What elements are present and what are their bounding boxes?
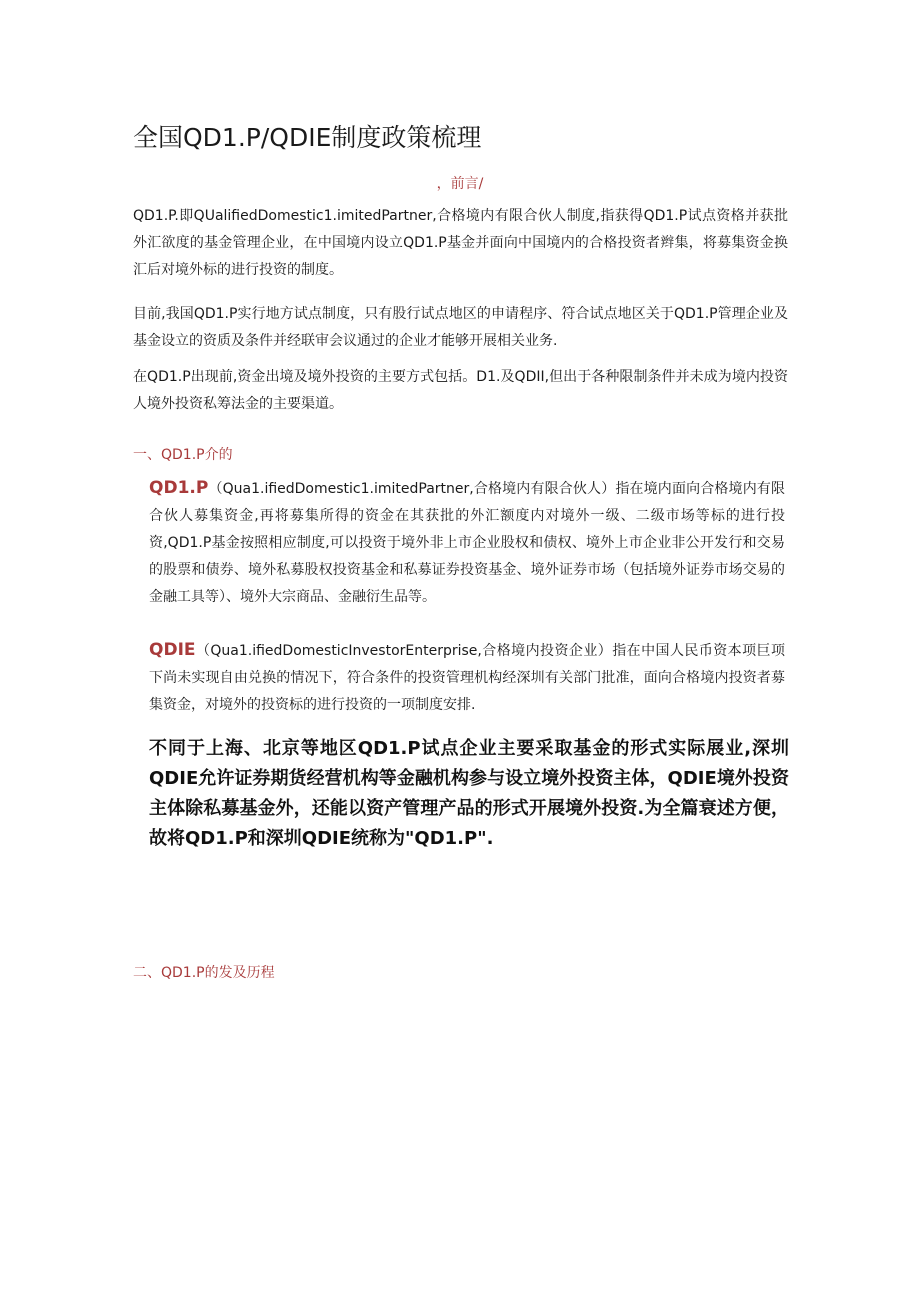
definition-qdlp bbox=[149, 475, 785, 611]
page-title: 全国QD1.P/QDIE制度政策梳理 bbox=[133, 123, 482, 152]
definition-text: （Qua1.ifiedDomestic1.imitedPartner,合格境内有限合伙人）指在境内面向合格境内有限合伙人募集资金,再将募集所得的资金在其获批的外汇额度内对境外一级、二级市场等标的进行投资,QD1.P基金按照相应制度,可以投资于境外非上市企业股权和债权、境外上市企业非公开发行和交易的股票和债券、境外私募股权投资基金和私募证券投资基金、境外证券市场（包括境外证券市场交易的金融工具等）、境外大宗商品、金融衍生品等。 bbox=[149, 481, 785, 605]
definition-text: （Qua1.ifiedDomesticInvestorEnterprise,合格境内投资企业）指在中国人民币资本项巨项下尚未实现自由兑换的情况下，符合条件的投资管理机构经深圳有关部门批准，面向合格境内投资者募集资金，对境外的投资标的进行投资的一项制度安排. bbox=[149, 643, 785, 713]
intro-paragraph-text: QD1.P.即QUalifiedDomestic1.imitedPartner,合格境内有限合伙人制度,指获得QD1.P试点资格并获批外汇欲度的基金管理企业，在中国境内设立QD1.P基金并面向中国境内的合格投资者辫集，将募集资金换汇后对境外标的进行投资的制度。 bbox=[133, 208, 788, 278]
intro-paragraph bbox=[133, 203, 788, 284]
section-heading-qdlp-history: 二、QD1.P的发及历程 bbox=[133, 965, 275, 981]
definition-term: QD1.P bbox=[149, 478, 209, 498]
intro-paragraph-text: 目前,我国QD1.P实行地方试点制度，只有股行试点地区的申请程序、符合试点地区关于QD1.P管理企业及基金设立的资质及条件并经联审会议通过的企业才能够开展相关业务. bbox=[133, 306, 788, 349]
intro-paragraph bbox=[133, 301, 788, 355]
bold-note-paragraph: 不同于上海、北京等地区QD1.P试点企业主要采取基金的形式实际展业,深圳QDIE允许证券期货经营机构等金融机构参与设立境外投资主体，QDIE境外投资主体除私募基金外，还能以资产管理产品的形式开展境外投资.为全篇衰述方便，故将QD1.P和深圳QDIE统称为"QD1.P". bbox=[149, 738, 789, 849]
definition-qdie bbox=[149, 637, 785, 719]
section-heading-qdlp-intro: 一、QD1.P介的 bbox=[133, 447, 233, 463]
preface-heading: ，前言/ bbox=[436, 176, 484, 192]
definition-term: QDIE bbox=[149, 640, 196, 660]
intro-paragraph bbox=[133, 364, 788, 418]
intro-paragraph-text: 在QD1.P出现前,资金出境及境外投资的主要方式包括。D1.及QDII,但出于各种限制条件并未成为境内投资人境外投资私筹法金的主要渠道。 bbox=[133, 369, 788, 412]
